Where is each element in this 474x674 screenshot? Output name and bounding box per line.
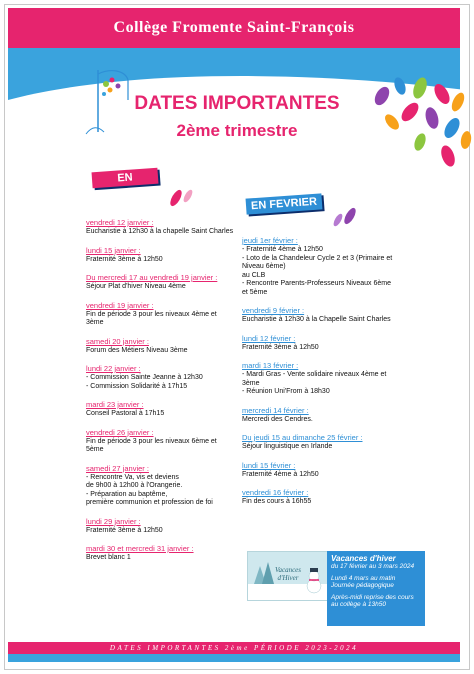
- event-detail: Fraternité 3ème à 12h50: [242, 343, 319, 351]
- event-detail: Séjour Plat d'hiver Niveau 4ème: [86, 283, 186, 290]
- event-detail: Fin de période 3 pour les niveaux 4ème et 3ème: [86, 310, 217, 326]
- event-date: vendredi 26 janvier :: [86, 427, 154, 437]
- event-item: [242, 334, 402, 353]
- event-date: jeudi 1er février :: [242, 236, 298, 245]
- event-date: lundi 29 janvier :: [86, 516, 141, 526]
- event-date: Du mercredi 17 au vendredi 19 janvier :: [86, 273, 218, 282]
- event-date: mercredi 14 février :: [242, 405, 309, 415]
- event-item: [86, 246, 236, 265]
- event-detail: - Mardi Gras - Vente solidaire niveaux 4ème et 3ème: [242, 371, 387, 387]
- event-item: [86, 337, 236, 356]
- event-item: [242, 406, 402, 425]
- event-date: vendredi 19 janvier :: [86, 300, 154, 310]
- event-date: samedi 27 janvier :: [86, 463, 149, 473]
- february-events: [242, 236, 402, 516]
- school-header: [8, 8, 460, 48]
- event-date: lundi 15 janvier :: [86, 245, 141, 255]
- vacation-line-2: Journée pédagogique: [331, 582, 394, 589]
- vacation-title: Vacances d'hiver: [331, 554, 396, 563]
- decorative-wave: [0, 60, 474, 170]
- event-date: Du jeudi 15 au dimanche 25 février :: [242, 433, 363, 442]
- event-detail: Fraternité 3ème à 12h50: [86, 255, 163, 263]
- event-date: mardi 30 et mercredi 31 janvier :: [86, 544, 194, 553]
- event-date: vendredi 16 février :: [242, 488, 309, 497]
- event-item: [242, 488, 402, 507]
- event-date: vendredi 12 janvier :: [86, 218, 154, 227]
- leaf-icon-purple: [330, 206, 360, 230]
- event-detail: - Rencontre Parents-Professeurs Niveaux 6ème: [242, 280, 392, 287]
- event-item: [242, 461, 402, 480]
- event-item: [86, 544, 236, 563]
- event-detail: de 9h00 à 12h00 à l'Orangerie.: [86, 482, 183, 489]
- winter-vacation-image: [247, 551, 329, 601]
- event-detail: Conseil Pastoral à 17h15: [86, 410, 165, 417]
- event-detail: première communion et profession de foi: [86, 499, 213, 506]
- event-detail: Eucharistie à 12h30 à la chapelle Saint Charles: [86, 228, 234, 235]
- event-detail: - Préparation au baptême,: [86, 490, 168, 498]
- event-item: [86, 364, 236, 391]
- event-date: samedi 20 janvier :: [86, 336, 149, 346]
- event-detail: Séjour linguistique en Irlande: [242, 443, 333, 450]
- event-detail: Fin de période 3 pour les niveaux 6ème et 5ème: [86, 437, 217, 453]
- event-detail: - Commission Solidarité à 17h15: [86, 382, 188, 390]
- event-date: lundi 12 février :: [242, 333, 296, 343]
- event-detail: Mercredi des Cendres.: [242, 415, 313, 423]
- event-date: mardi 13 février :: [242, 361, 299, 370]
- event-detail: Brevet blanc 1: [86, 554, 131, 561]
- event-detail: - Réunion Uni'From à 18h30: [242, 388, 330, 395]
- event-item: [86, 218, 236, 237]
- event-item: [86, 273, 236, 292]
- winter-vacation-box: [327, 551, 425, 626]
- event-date: vendredi 9 février :: [242, 306, 305, 315]
- page-title: DATES IMPORTANTES: [134, 93, 340, 114]
- event-detail: et 5ème: [242, 288, 268, 296]
- event-detail: Fraternité 3ème à 12h50: [86, 526, 163, 534]
- event-date: lundi 15 février :: [242, 460, 296, 470]
- page-footer: DATES IMPORTANTES 2ème PÉRIODE 2023-2024: [8, 642, 460, 654]
- footer-blue-band: [8, 654, 460, 662]
- event-item: [86, 428, 236, 455]
- event-item: [86, 400, 236, 419]
- vacation-line-1: Lundi 4 mars au matin: [331, 574, 396, 582]
- event-date: lundi 22 janvier :: [86, 364, 141, 373]
- tag-february: EN FEVRIER: [246, 193, 323, 214]
- event-detail: au CLB: [242, 271, 266, 279]
- event-detail: Eucharistie à 12h30 à la Chapelle Saint Charles: [242, 316, 391, 323]
- school-name: Collège Fromente Saint-François: [113, 19, 355, 36]
- event-detail: Fraternité 4ème à 12h50: [242, 470, 319, 478]
- event-detail: - Rencontre Va, vis et deviens: [86, 473, 179, 481]
- event-item: [86, 517, 236, 536]
- event-detail: Fin des cours à 16h55: [242, 498, 312, 505]
- leaf-icon-pink: [166, 186, 196, 210]
- tag-january: EN JANVIER: [92, 168, 159, 189]
- vacation-image-caption: Vacances d'Hiver: [274, 566, 302, 582]
- vacation-period: du 17 février au 3 mars 2024: [331, 563, 415, 570]
- vacation-line-3: Après-midi reprise des cours: [331, 593, 414, 601]
- event-item: [86, 464, 236, 508]
- event-item: [242, 236, 402, 297]
- event-detail: Forum des Métiers Niveau 3ème: [86, 346, 188, 354]
- event-date: mardi 23 janvier :: [86, 400, 144, 409]
- event-detail: - Commission Sainte Jeanne à 12h30: [86, 374, 203, 381]
- event-item: [242, 433, 402, 452]
- event-detail: - Fraternité 4ème à 12h50: [242, 246, 323, 253]
- event-item: [86, 301, 236, 328]
- january-events: [86, 218, 236, 572]
- event-detail: - Loto de la Chandeleur Cycle 2 et 3 (Primaire et Niveau 6ème): [242, 254, 393, 270]
- event-item: [242, 361, 402, 397]
- vacation-line-4: au collège à 13h50: [331, 601, 386, 608]
- event-item: [242, 306, 402, 325]
- page-subtitle: 2ème trimestre: [176, 121, 298, 140]
